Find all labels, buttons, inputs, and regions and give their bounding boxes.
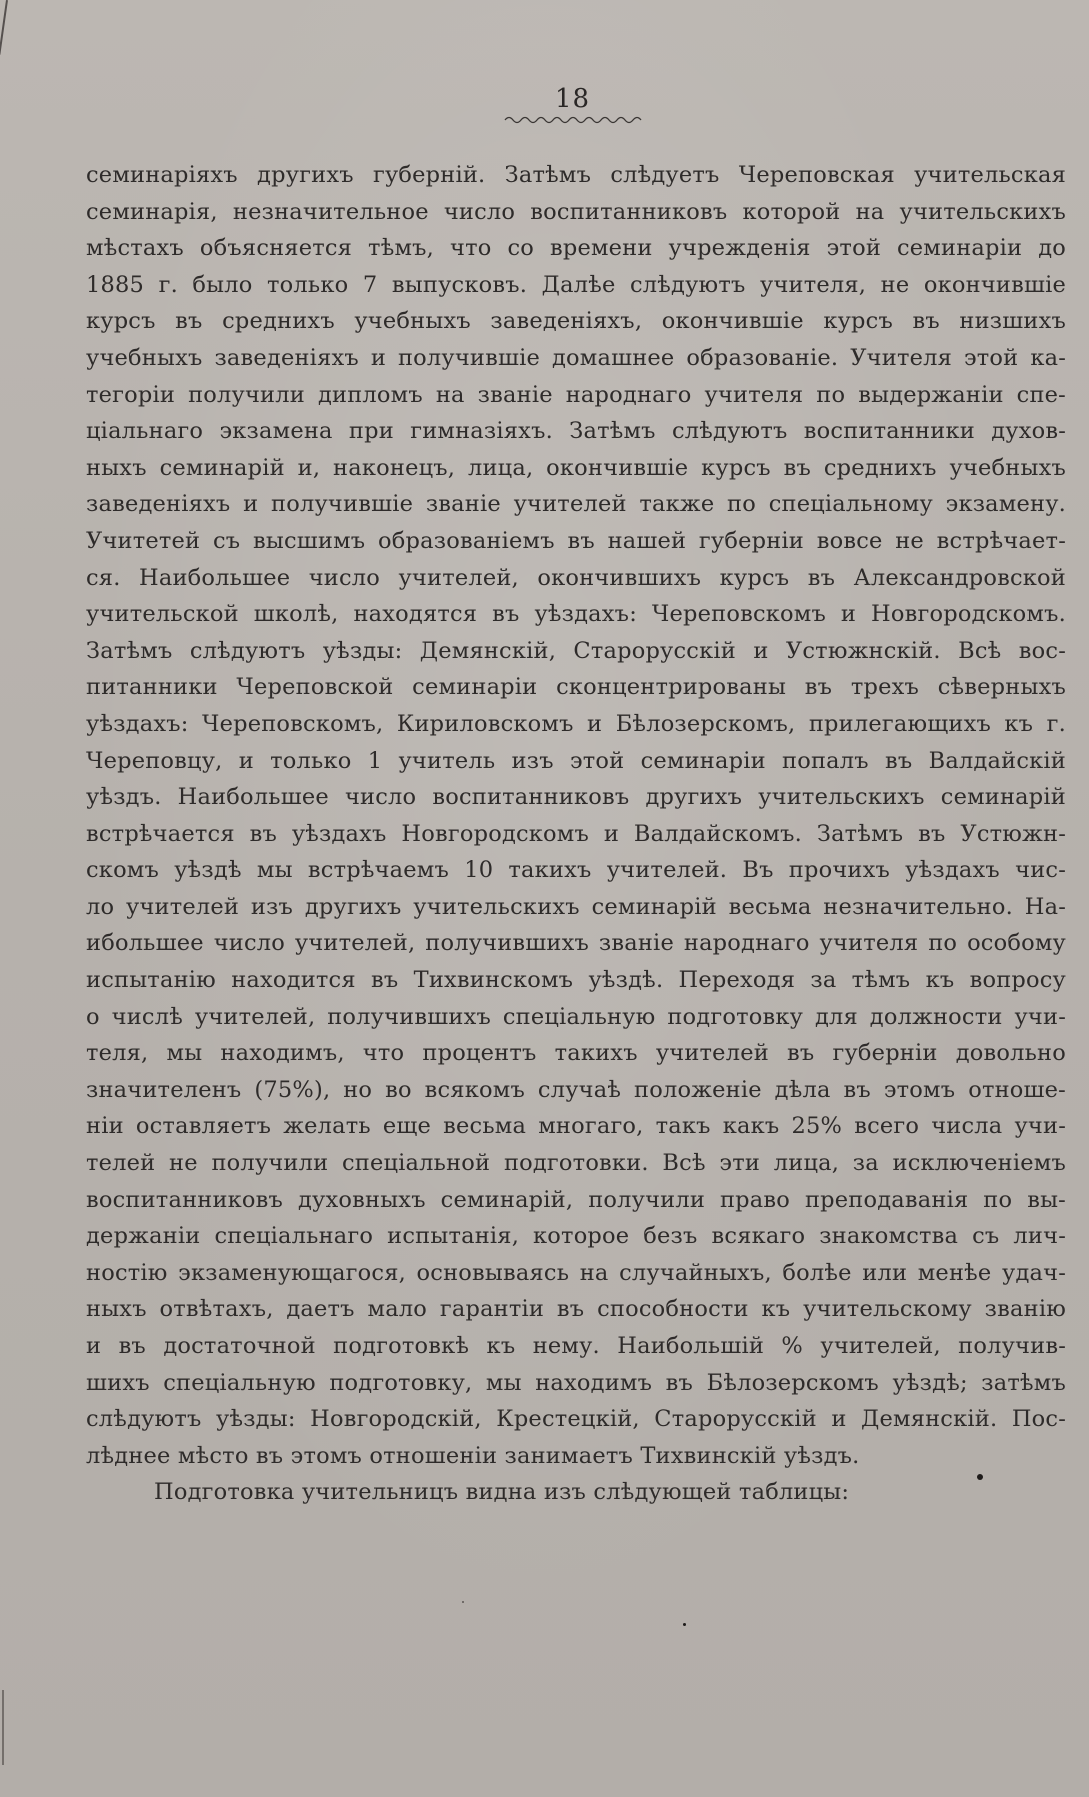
text-line: о числѣ учителей, получившихъ спеціальную подготовку для должности учи-	[86, 1003, 1066, 1030]
text-line: семинарія, незначительное число воспитанниковъ которой на учительскихъ	[86, 198, 1066, 225]
closing-line: Подготовка учительницъ видна изъ слѣдующей таблицы:	[154, 1479, 850, 1506]
text-line: питанники Череповской семинаріи сконцентрированы въ трехъ сѣверныхъ	[86, 674, 1066, 701]
text-line: держаніи спеціальнаго испытанія, которое безъ всякаго знакомства съ лич-	[86, 1223, 1066, 1250]
text-line: ныхъ отвѣтахъ, даетъ мало гарантіи въ способности къ учительскому званію	[86, 1296, 1066, 1323]
text-line: ибольшее число учителей, получившихъ званіе народнаго учителя по особому	[86, 930, 1066, 957]
text-line: курсъ въ среднихъ учебныхъ заведеніяхъ, окончившіе курсъ въ низшихъ	[86, 308, 1066, 335]
page-edge-mark	[0, 0, 8, 55]
ink-speck	[977, 1474, 983, 1480]
ink-speck	[683, 1623, 686, 1626]
text-line: встрѣчается въ уѣздахъ Новгородскомъ и Валдайскомъ. Затѣмъ въ Устюжн-	[86, 820, 1066, 847]
page-edge-mark	[2, 1690, 4, 1765]
text-line: шихъ спеціальную подготовку, мы находимъ въ Бѣлозерскомъ уѣздѣ; затѣмъ	[86, 1369, 1066, 1396]
text-line: значителенъ (75%), но во всякомъ случаѣ положеніе дѣла въ этомъ отноше-	[86, 1076, 1066, 1103]
text-line: ностію экзаменующагося, основываясь на случайныхъ, болѣе или менѣе удач-	[86, 1259, 1066, 1286]
text-line: скомъ уѣздѣ мы встрѣчаемъ 10 такихъ учителей. Въ прочихъ уѣздахъ чис-	[86, 857, 1066, 884]
text-line: теля, мы находимъ, что процентъ такихъ учителей въ губерніи довольно	[86, 1040, 1066, 1067]
text-line: телей не получили спеціальной подготовки. Всѣ эти лица, за исключеніемъ	[86, 1150, 1066, 1177]
text-line: слѣдуютъ уѣзды: Новгородскій, Крестецкій, Старорусскій и Демянскій. Пос-	[86, 1406, 1066, 1433]
text-line: и въ достаточной подготовкѣ къ нему. Наибольшій % учителей, получив-	[86, 1333, 1066, 1359]
text-line: уѣздахъ: Череповскомъ, Кириловскомъ и Бѣлозерскомъ, прилегающихъ къ г.	[86, 710, 1066, 737]
text-line: воспитанниковъ духовныхъ семинарій, получили право преподаванія по вы-	[86, 1186, 1066, 1213]
text-line: мѣстахъ объясняется тѣмъ, что со времени учрежденія этой семинаріи до	[86, 235, 1066, 262]
text-line: уѣздъ. Наибольшее число воспитанниковъ другихъ учительскихъ семинарій	[86, 784, 1066, 811]
text-line: заведеніяхъ и получившіе званіе учителей также по спеціальному экзамену.	[86, 491, 1066, 518]
text-line: ніи оставляетъ желать еще весьма многаго, такъ какъ 25% всего числа учи-	[86, 1113, 1066, 1140]
text-line: учебныхъ заведеніяхъ и получившіе домашнее образованіе. Учителя этой ка-	[86, 344, 1066, 371]
text-line: Череповцу, и только 1 учитель изъ этой семинаріи попалъ въ Валдайскій	[86, 747, 1066, 774]
text-line: учительской школѣ, находятся въ уѣздахъ: Череповскомъ и Новгородскомъ.	[86, 601, 1066, 628]
text-line: Учитетей съ высшимъ образованіемъ въ нашей губерніи вовсе не встрѣчает-	[86, 527, 1066, 554]
text-line: ціальнаго экзамена при гимназіяхъ. Затѣмъ слѣдуютъ воспитанники духов-	[86, 418, 1066, 445]
wavy-rule-ornament	[503, 114, 643, 126]
text-line: 1885 г. было только 7 выпусковъ. Далѣе слѣдуютъ учителя, не окончившіе	[86, 271, 1066, 298]
text-line: ныхъ семинарій и, наконецъ, лица, окончившіе курсъ въ среднихъ учебныхъ	[86, 454, 1066, 481]
body-text	[86, 157, 1066, 1511]
text-line: испытанію находится въ Тихвинскомъ уѣздѣ. Переходя за тѣмъ къ вопросу	[86, 967, 1066, 994]
text-line: ся. Наибольшее число учителей, окончившихъ курсъ въ Александровской	[86, 564, 1066, 591]
page-number: 18	[554, 84, 591, 114]
text-line: лѣднее мѣсто въ этомъ отношеніи занимаетъ Тихвинскій уѣздъ.	[86, 1442, 860, 1469]
text-line: тегоріи получили дипломъ на званіе народнаго учителя по выдержаніи спе-	[86, 381, 1066, 408]
ink-speck	[462, 1601, 464, 1603]
text-line: Затѣмъ слѣдуютъ уѣзды: Демянскій, Старорусскій и Устюжнскій. Всѣ вос-	[86, 637, 1066, 664]
text-line: ло учителей изъ другихъ учительскихъ семинарій весьма незначительно. На-	[86, 893, 1066, 920]
text-line: семинаріяхъ другихъ губерній. Затѣмъ слѣдуетъ Череповская учительская	[86, 162, 1066, 188]
